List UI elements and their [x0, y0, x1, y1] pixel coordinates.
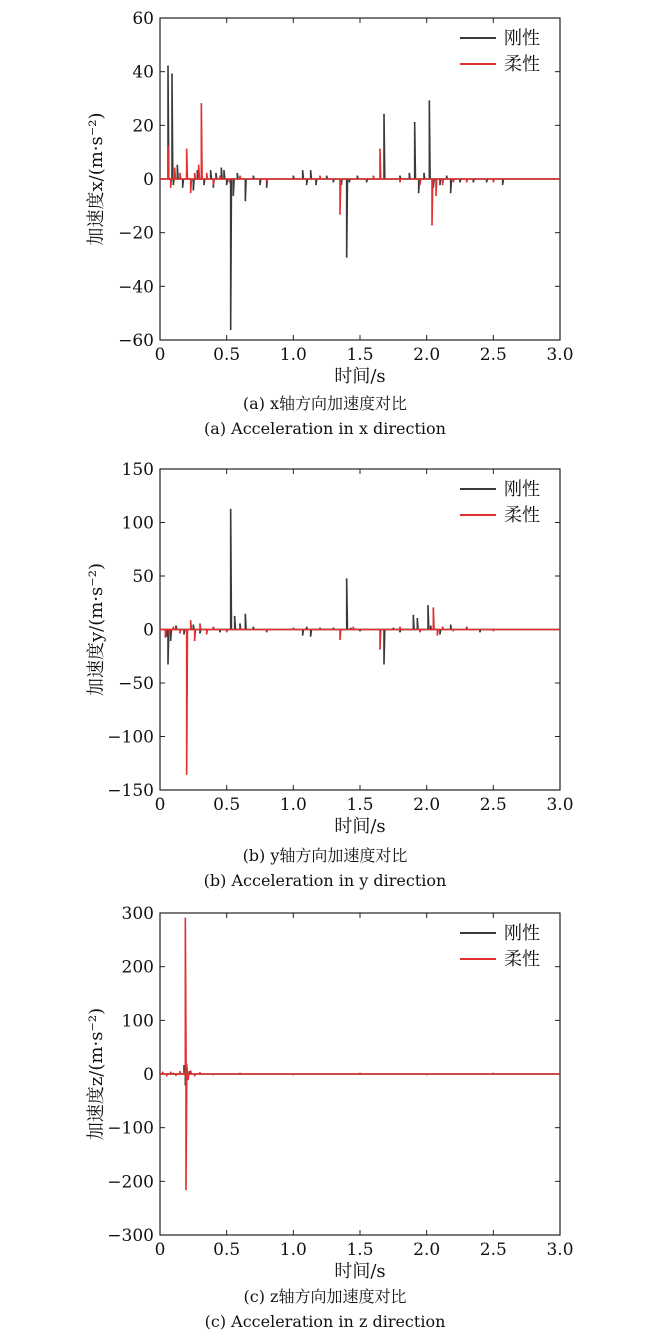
data-point — [379, 149, 381, 151]
x-tick-label: 2.5 — [479, 1240, 507, 1260]
data-point — [192, 189, 194, 191]
series-line-flexible — [160, 918, 560, 1189]
data-point — [348, 181, 350, 183]
data-point — [266, 181, 268, 183]
legend-label: 刚性 — [504, 28, 540, 49]
data-point — [170, 639, 172, 641]
data-point — [492, 630, 494, 632]
data-point — [252, 175, 254, 177]
y-tick-label: −100 — [107, 1118, 154, 1139]
data-point — [432, 607, 434, 609]
data-point — [170, 186, 172, 188]
data-point — [472, 181, 474, 183]
legend-label: 刚性 — [504, 479, 540, 500]
chart-panel-c — [0, 895, 650, 1339]
x-tick-label: 1.5 — [346, 1240, 374, 1260]
data-point — [199, 632, 201, 634]
y-tick-label: 0 — [143, 1065, 154, 1085]
caption-en-b: (b) Acceleration in y direction — [203, 871, 447, 890]
y-tick-label: 0 — [143, 170, 154, 190]
data-point — [239, 175, 241, 177]
data-point — [194, 639, 196, 641]
data-point — [186, 149, 188, 151]
data-point — [183, 633, 185, 635]
data-point — [170, 1071, 172, 1073]
x-tick-label: 0.5 — [213, 1240, 241, 1260]
data-point — [239, 623, 241, 625]
data-point — [252, 626, 254, 628]
data-point — [184, 917, 186, 919]
data-point — [194, 173, 196, 175]
x-tick-label: 2.0 — [413, 1240, 441, 1260]
data-point — [356, 175, 358, 177]
data-point — [426, 1074, 428, 1076]
data-point — [418, 192, 420, 194]
data-point — [408, 173, 410, 175]
data-point — [399, 626, 401, 628]
data-point — [200, 103, 202, 105]
data-point — [430, 625, 432, 627]
data-point — [219, 175, 221, 177]
data-point — [172, 183, 174, 185]
y-tick-label: −20 — [118, 223, 154, 244]
data-point — [212, 183, 214, 185]
x-tick-label: 3.0 — [546, 345, 574, 365]
data-point — [192, 624, 194, 626]
data-point — [266, 186, 268, 188]
y-tick-label: 100 — [121, 513, 154, 534]
data-point — [379, 648, 381, 650]
x-tick-label: 1.0 — [279, 795, 307, 815]
data-point — [179, 1071, 181, 1073]
data-point — [436, 634, 438, 636]
data-point — [346, 578, 348, 580]
data-point — [399, 175, 401, 177]
data-point — [306, 626, 308, 628]
data-point — [419, 631, 421, 633]
x-axis-label: 时间/s — [334, 366, 386, 387]
data-point — [234, 616, 236, 618]
series-line-flexible — [160, 104, 560, 225]
x-tick-label: 1.5 — [346, 345, 374, 365]
data-point — [372, 175, 374, 177]
data-point — [446, 175, 448, 177]
data-point — [492, 1073, 494, 1075]
data-point — [292, 1074, 294, 1076]
data-point — [306, 183, 308, 185]
data-point — [383, 114, 385, 116]
x-axis-label: 时间/s — [334, 816, 386, 837]
data-point — [164, 636, 166, 638]
data-point — [452, 630, 454, 632]
data-point — [414, 122, 416, 124]
data-point — [226, 183, 228, 185]
data-point — [319, 175, 321, 177]
data-point — [399, 631, 401, 633]
data-point — [187, 1078, 189, 1080]
data-point — [203, 183, 205, 185]
data-point — [366, 181, 368, 183]
data-point — [450, 192, 452, 194]
chart-panel-a — [0, 0, 650, 450]
data-point — [302, 634, 304, 636]
data-point — [427, 605, 429, 607]
data-point — [450, 624, 452, 626]
series-line-rigid — [160, 66, 560, 329]
data-point — [167, 663, 169, 665]
data-point — [259, 183, 261, 185]
data-point — [244, 200, 246, 202]
data-point — [315, 183, 317, 185]
x-tick-label: 2.0 — [413, 795, 441, 815]
y-tick-label: −40 — [118, 277, 154, 298]
data-point — [206, 633, 208, 635]
y-tick-label: 60 — [132, 9, 154, 29]
y-tick-label: 200 — [121, 957, 154, 978]
data-point — [199, 623, 201, 625]
caption-cn-b: (b) y轴方向加速度对比 — [242, 846, 408, 865]
legend-label: 柔性 — [504, 505, 540, 526]
x-axis-label: 时间/s — [334, 1261, 386, 1282]
x-tick-label: 0.5 — [213, 345, 241, 365]
data-point — [190, 1070, 192, 1072]
data-point — [332, 181, 334, 183]
data-point — [479, 631, 481, 633]
y-tick-label: −50 — [118, 674, 154, 694]
data-point — [230, 328, 232, 330]
data-point — [423, 173, 425, 175]
caption-cn-a: (a) x轴方向加速度对比 — [242, 394, 408, 413]
data-point — [162, 1071, 164, 1073]
legend-label: 柔性 — [504, 54, 540, 75]
data-point — [412, 615, 414, 617]
data-point — [466, 628, 468, 630]
data-point — [352, 626, 354, 628]
data-point — [194, 1075, 196, 1077]
x-tick-label: 2.5 — [479, 345, 507, 365]
data-point — [185, 1188, 187, 1190]
chart-panel-b — [0, 452, 650, 902]
x-tick-label: 2.0 — [413, 345, 441, 365]
y-tick-label: −100 — [107, 727, 154, 748]
data-point — [310, 635, 312, 637]
data-point — [486, 181, 488, 183]
data-point — [167, 65, 169, 67]
chart-y-acceleration — [0, 452, 650, 844]
data-point — [171, 73, 173, 75]
data-point — [442, 183, 444, 185]
data-point — [492, 181, 494, 183]
data-point — [212, 186, 214, 188]
data-point — [206, 173, 208, 175]
y-axis-label: 加速度z/(m·s⁻²) — [86, 1007, 107, 1141]
data-point — [176, 165, 178, 167]
data-point — [223, 170, 225, 172]
caption-en-a: (a) Acceleration in x direction — [204, 419, 446, 438]
data-point — [219, 631, 221, 633]
data-point — [326, 175, 328, 177]
x-tick-label: 3.0 — [546, 795, 574, 815]
series-line-rigid — [160, 510, 560, 664]
data-point — [466, 181, 468, 183]
data-point — [168, 633, 170, 635]
chart-z-acceleration — [0, 895, 650, 1285]
data-point — [239, 628, 241, 630]
data-point — [266, 630, 268, 632]
data-point — [292, 628, 294, 630]
data-point — [174, 167, 176, 169]
data-point — [175, 1074, 177, 1076]
data-point — [175, 625, 177, 627]
x-tick-label: 1.0 — [279, 1240, 307, 1260]
series-line-rigid — [160, 1066, 560, 1085]
data-point — [383, 663, 385, 665]
data-point — [502, 183, 504, 185]
data-point — [431, 224, 433, 226]
y-axis-label: 加速度y/(m·s⁻²) — [86, 562, 107, 697]
y-tick-label: 20 — [132, 116, 154, 137]
data-point — [228, 181, 230, 183]
legend-label: 柔性 — [504, 949, 540, 970]
data-point — [310, 170, 312, 172]
data-point — [179, 632, 181, 634]
y-tick-label: 40 — [132, 62, 154, 83]
data-point — [190, 620, 192, 622]
x-tick-label: 3.0 — [546, 1240, 574, 1260]
legend-label: 刚性 — [504, 923, 540, 944]
x-tick-label: 1.5 — [346, 795, 374, 815]
data-point — [182, 186, 184, 188]
y-tick-label: −300 — [107, 1226, 154, 1246]
x-tick-label: 0 — [154, 345, 166, 365]
data-point — [452, 181, 454, 183]
data-point — [416, 618, 418, 620]
data-point — [215, 173, 217, 175]
data-point — [230, 509, 232, 511]
data-point — [302, 170, 304, 172]
y-tick-label: 150 — [121, 460, 154, 480]
data-point — [399, 181, 401, 183]
y-tick-label: 0 — [143, 620, 154, 641]
data-point — [292, 175, 294, 177]
x-tick-label: 0 — [154, 795, 166, 815]
data-point — [236, 173, 238, 175]
data-point — [190, 192, 192, 194]
y-tick-label: 100 — [121, 1011, 154, 1032]
y-tick-label: 50 — [132, 567, 154, 587]
data-point — [210, 170, 212, 172]
data-point — [220, 167, 222, 169]
caption-cn-c: (c) z轴方向加速度对比 — [243, 1287, 407, 1306]
data-point — [435, 194, 437, 196]
data-point — [346, 256, 348, 258]
y-axis-label: 加速度x/(m·s⁻²) — [86, 112, 107, 246]
y-tick-label: 300 — [121, 904, 154, 924]
y-tick-label: −150 — [107, 781, 154, 801]
data-point — [166, 1075, 168, 1077]
data-point — [339, 638, 341, 640]
data-point — [212, 626, 214, 628]
x-tick-label: 2.5 — [479, 795, 507, 815]
data-point — [339, 213, 341, 215]
data-point — [198, 165, 200, 167]
chart-x-acceleration — [0, 0, 650, 392]
data-point — [442, 626, 444, 628]
series-line-flexible — [160, 608, 560, 774]
data-point — [172, 626, 174, 628]
data-point — [179, 173, 181, 175]
y-tick-label: −200 — [107, 1172, 154, 1193]
data-point — [439, 633, 441, 635]
caption-en-c: (c) Acceleration in z direction — [204, 1312, 446, 1331]
data-point — [244, 614, 246, 616]
data-point — [239, 1073, 241, 1075]
data-point — [459, 181, 461, 183]
data-point — [199, 1072, 201, 1074]
data-point — [186, 1063, 188, 1065]
x-tick-label: 1.0 — [279, 345, 307, 365]
data-point — [359, 1073, 361, 1075]
x-tick-label: 0.5 — [213, 795, 241, 815]
data-point — [439, 183, 441, 185]
data-point — [212, 1074, 214, 1076]
data-point — [186, 773, 188, 775]
y-tick-label: −60 — [118, 331, 154, 351]
x-tick-label: 0 — [154, 1240, 166, 1260]
data-point — [419, 183, 421, 185]
data-point — [232, 194, 234, 196]
data-point — [428, 100, 430, 102]
data-point — [226, 631, 228, 633]
data-point — [167, 146, 169, 148]
